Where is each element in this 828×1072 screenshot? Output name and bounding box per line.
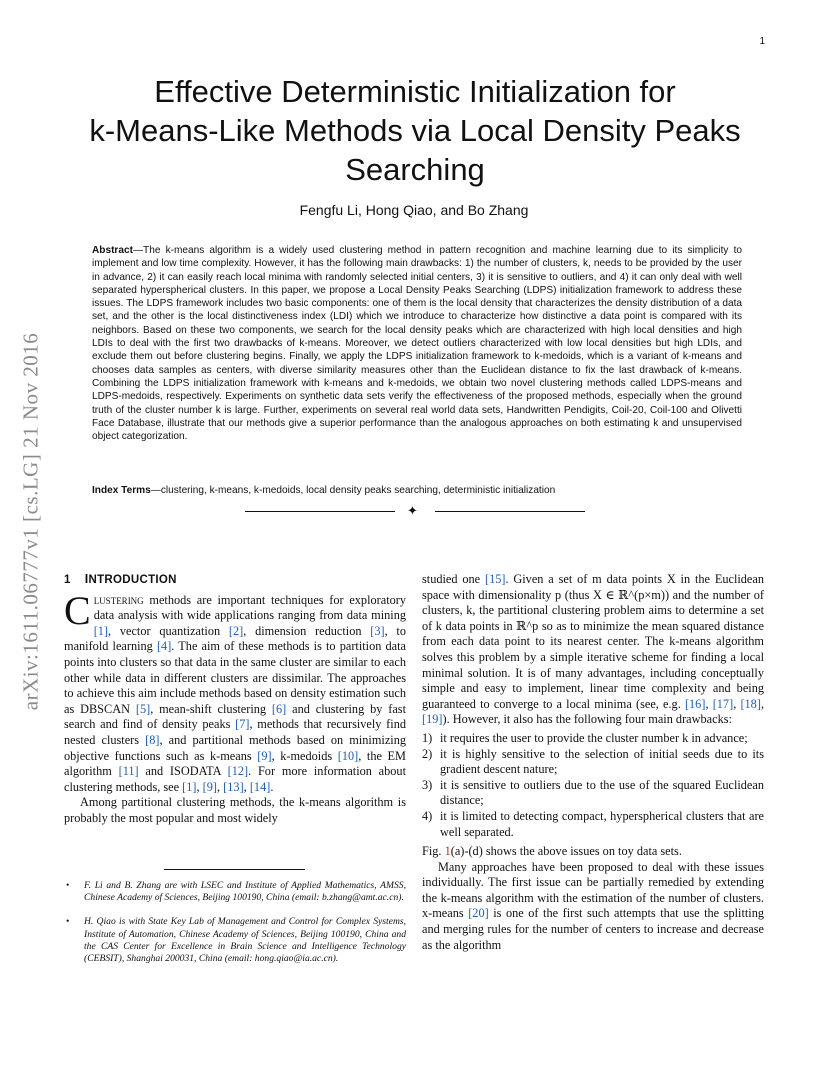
citation-link[interactable]: [6] <box>271 701 287 716</box>
text: . The aim of these methods is to partition data points into clusters so that data in the same cluster are similar to each other while data in different clusters are dissimilar. The approaches to achieve this aim include methods based on density estimation such as DBSCAN <box>64 639 406 716</box>
list-text: it requires the user to provide the cluster number k in advance; <box>440 730 748 745</box>
list-label: 2) <box>422 746 433 761</box>
list-label: 1) <box>422 730 433 745</box>
divider-line-left <box>245 511 395 512</box>
citation-link[interactable]: [9] <box>257 748 272 763</box>
footnote <box>64 880 406 904</box>
list-text: it is highly sensitive to the selection of initial seeds due to its gradient descent nature; <box>440 746 764 777</box>
page-number: 1 <box>759 36 765 47</box>
paper-title <box>70 72 760 189</box>
intro-paragraph-2-cont: studied one [15]. Given a set of m data points X in the Euclidean space with dimensionality p (thus X ∈ ℝ^(p×m)) and the number of clusters, k, the partitional clustering problem aims to determine a set of k data points in ℝ^p so as to minimize the mean squared distance from each data point to its nearest center. The k-means algorithm solves this problem by a simple iterative scheme for finding a local minimal solution. It is of many advantages, including conceptually simple and easy to implement, linear time complexity and being guaranteed to converge to a local minima (see, e.g. [16], [17], [18], [19]). However, it also has the following four main drawbacks: <box>422 572 765 727</box>
text: , methods that recursively find nested clusters <box>64 717 406 747</box>
smallcaps-word: lustering <box>93 592 144 607</box>
citation-link[interactable]: [7] <box>235 717 250 732</box>
list-item <box>422 778 764 809</box>
citation-link[interactable]: [5] <box>135 701 151 716</box>
right-column <box>422 572 764 953</box>
list-label: 3) <box>422 777 433 792</box>
text: , mean-shift clustering <box>150 701 272 716</box>
bullet-icon: • <box>66 880 70 891</box>
bullet-icon: • <box>66 916 70 928</box>
intro-paragraph-2: Among partitional clustering methods, the k-means algorithm is probably the most popular and most widely <box>64 795 406 825</box>
citation-link[interactable]: [8] <box>145 732 160 747</box>
title-line-1: Effective Deterministic Initialization for <box>154 74 676 109</box>
title-line-2: k-Means-Like Methods via Local Density Peaks <box>89 113 741 148</box>
text: , vector quantization <box>108 623 229 638</box>
text: . Given a set of m data points X in the Euclidean space with dimensionality p (thus X ∈ ℝ^(p×m)) and the number of clusters, k, the partitional clustering problem aims to determine a set of k data points in ℝ^p so as to minimize the mean squared distance from each data point to its nearest center. The k-means algorithm solves this problem by a simple iterative scheme for finding a local minimal solution. It is of many advantages, including conceptually simple and easy to implement, linear time complexity and being guaranteed to converge to a local minima (see, e.g. <box>422 572 764 711</box>
text: , k-medoids <box>271 748 338 763</box>
text: , to manifold learning <box>64 623 406 654</box>
citation-link[interactable]: [15] <box>484 572 506 586</box>
text: Fig. <box>422 844 445 859</box>
footnote-rule <box>164 869 305 870</box>
list-item <box>422 747 764 778</box>
citation-link[interactable]: [4] <box>156 639 172 654</box>
text: , the EM algorithm <box>64 748 406 779</box>
section-title-rest: NTRODUCTION <box>88 574 177 586</box>
citation-link[interactable]: [20] <box>468 906 489 921</box>
text: studied one <box>422 572 485 586</box>
section-number: 1 <box>64 574 71 586</box>
text: Many approaches have been proposed to deal with these issues individually. The first issue can be partially remedied by extending the k-means algorithm with the estimation of the number of clusters. x-means <box>422 859 764 921</box>
list-text: it is sensitive to outliers due to the use of the squared Euclidean distance; <box>440 777 764 808</box>
index-terms-text: —clustering, k-means, k-medoids, local density peaks searching, deterministic initialization <box>150 485 556 496</box>
intro-paragraph-3 <box>422 860 764 954</box>
figure-reference-paragraph <box>422 844 764 860</box>
citation-link[interactable]: [3] <box>370 623 385 638</box>
divider-line-right <box>435 511 585 512</box>
text: . For more information about clustering methods, see <box>64 764 406 794</box>
citation-link[interactable]: [14] <box>249 779 271 794</box>
left-column <box>64 572 406 827</box>
intro-paragraph-1: Clustering methods are important techniques for exploratory data analysis with wide applications ranging from data mining [1], vector quantization [2], dimension reduction [3], to manifold learning [4]. The aim of these methods is to partition data points into clusters so that data in the same cluster are similar to each other while data in different clusters are dissimilar. The approaches to achieve this aim include methods based on density estimation such as DBSCAN [5], mean-shift clustering [6] and clustering by fast search and find of density peaks [7], methods that recursively find nested clusters [8], and partitional methods based on minimizing objective functions such as k-means [9], k-medoids [10], the EM algorithm [11] and ISODATA [12]. For more information about clustering methods, see [1], [9], [13], [14]. <box>64 587 406 794</box>
citation-link[interactable]: [11] <box>118 764 139 779</box>
citation-link[interactable]: [2] <box>228 623 244 638</box>
text: , and partitional methods based on minimizing objective functions such as k-means <box>64 732 406 763</box>
text: methods are important techniques for exploratory data analysis with wide applications ranging from data mining <box>93 592 406 623</box>
citation-link[interactable]: [13] <box>223 779 244 794</box>
text: is one of the first such attempts that use the splitting and merging rules for the number of centers to increase and decrease as the algorithm <box>422 906 764 952</box>
section-heading <box>64 572 406 589</box>
drawbacks-list <box>422 731 764 840</box>
text: (a)-(d) shows the above issues on toy data sets. <box>450 844 682 859</box>
citation-link[interactable]: [12] <box>227 764 249 779</box>
citation-link[interactable]: [18] <box>740 696 761 711</box>
list-item <box>422 731 764 747</box>
citation-link[interactable]: [17] <box>712 696 734 711</box>
citation-link[interactable]: [19] <box>422 712 443 727</box>
text: . <box>270 779 274 794</box>
text: and clustering by fast search and find of density peaks <box>64 701 406 732</box>
index-terms <box>92 484 742 497</box>
authors: Fengfu Li, Hong Qiao, and Bo Zhang <box>299 202 529 218</box>
arxiv-stamp <box>14 280 48 762</box>
figure-link[interactable]: 1 <box>444 844 451 859</box>
citation-link[interactable]: [9] <box>202 779 218 794</box>
list-item <box>422 809 764 840</box>
index-terms-label: Index Terms <box>92 485 151 496</box>
abstract <box>92 244 742 443</box>
dropcap: C <box>64 587 91 633</box>
footnote-text: H. Qiao is with State Key Lab of Management and Control for Complex Systems, Institute of Automation, Chinese Academy of Sciences, Beijing 100190, China and the CAS Center for Excellence in Brain Science and Intelligence Technology (CEBSIT), Shanghai 200031, China (email: hong.qiao@ia.ac.cn). <box>84 916 406 965</box>
footnote <box>64 916 406 965</box>
arxiv-stamp-text: arXiv:1611.06777v1 [cs.LG] 21 Nov 2016 <box>18 332 43 710</box>
title-line-3: Searching <box>345 152 485 187</box>
section-first-letter: I <box>84 572 89 586</box>
text: , dimension reduction <box>243 623 371 638</box>
citation-link[interactable]: [10] <box>337 748 359 763</box>
footnotes <box>64 880 406 977</box>
citation-link[interactable]: [1] <box>182 779 197 794</box>
abstract-label: Abstract <box>92 245 133 256</box>
list-text: it is limited to detecting compact, hyperspherical clusters that are well separated. <box>440 808 764 839</box>
citation-link[interactable]: [1] <box>93 623 109 638</box>
section-divider <box>245 504 585 518</box>
text: and ISODATA <box>138 764 228 779</box>
footnote-text: F. Li and B. Zhang are with LSEC and Institute of Applied Mathematics, AMSS, Chinese Academy of Sciences, Beijing 100190, China (email: b.zhang@amt.ac.cn). <box>84 880 406 904</box>
divider-star-icon: ✦ <box>407 503 418 518</box>
citation-link[interactable]: [16] <box>684 696 706 711</box>
text: ). However, it also has the following four main drawbacks: <box>442 712 732 727</box>
abstract-text: —The k-means algorithm is a widely used clustering method in pattern recognition and machine learning due to its simplicity to implement and low time complexity. However, it has the following main drawbacks: 1) the number of clusters, k, needs to be provided by the user in advance, 2) it can easily reach local minima with randomly selected initial centers, 3) it is sensitive to outliers, and 4) it can only deal with well separated hyperspherical clusters. In this paper, we propose a Local Density Peaks Searching (LDPS) initialization framework to address these issues. The LDPS framework includes two basic components: one of them is the local density that characterizes the density distribution of a data set, and the other is the local distinctiveness index (LDI) which we introduce to characterize how distinctive a data point is compared with its neighbors. Based on these two components, we search for the local density peaks which are characterized with high local densities and high LDIs to deal with the first two drawbacks of k-means. Moreover, we detect outliers characterized with low local densities but high LDIs, and exclude them out before clustering begins. Finally, we apply the LDPS initialization framework to k-medoids, which is a variant of k-means and chooses data samples as centers, with diverse similarity measures other than the Euclidean distance to fix the last drawback of k-means. Combining the LDPS initialization framework with k-means and k-medoids, we obtain two novel clustering methods called LDPS-means and LDPS-medoids, respectively. Experiments on synthetic data sets verify the effectiveness of the proposed methods, especially when the ground truth of the cluster number k is large. Further, experiments on several real world data sets, Handwritten Pendigits, Coil-20, Coil-100 and Olivetti Face Database, illustrate that our methods give a superior performance than the analogous approaches on both estimating k and unsupervised object categorization. <box>92 245 742 443</box>
list-label: 4) <box>422 808 433 823</box>
